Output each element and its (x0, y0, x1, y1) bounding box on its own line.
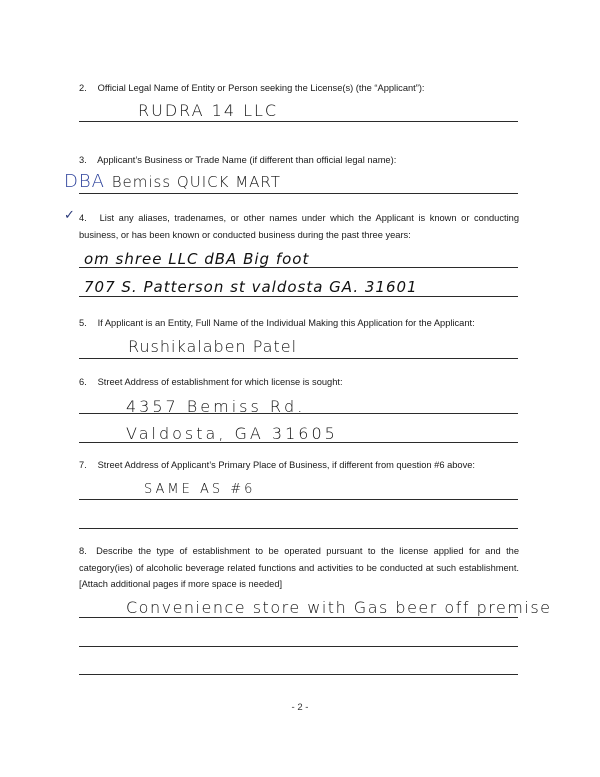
answer-line (79, 121, 518, 122)
question-text: Street Address of Applicant’s Primary Place of Business, if different from question #6 above: (97, 460, 476, 470)
question-text: Describe the type of establishment to be operated pursuant to the license applied for and the category(ies) of alcoholic beverage related functions and activities to be conducted at such establishment. [Attach additional pages if more space is needed] (79, 546, 519, 589)
answer-trade-name (64, 171, 281, 192)
answer-primary-place: SAME AS #6 (144, 482, 256, 497)
answer-applicant-individual: Rushikalaben Patel (128, 337, 298, 356)
answer-alias-line-2: 707 S. Patterson st valdosta GA. 31601 (84, 278, 418, 296)
question-4 (79, 210, 519, 243)
question-number: 2. (79, 83, 87, 93)
question-number: 7. (79, 460, 87, 470)
question-8 (79, 543, 519, 593)
answer-line (79, 358, 518, 359)
question-number: 8. (79, 546, 87, 556)
answer-line (79, 674, 518, 675)
question-number: 4. (79, 213, 87, 223)
question-3 (79, 152, 519, 169)
question-text: List any aliases, tradenames, or other names under which the Applicant is known or conducting business, or has been known or conducted business during the past three years: (79, 213, 519, 240)
question-2 (79, 80, 519, 97)
answer-line (79, 193, 518, 194)
question-text: Street Address of establishment for which license is sought: (97, 377, 343, 387)
answer-establishment-street: 4357 Bemiss Rd. (126, 397, 306, 416)
answer-line (79, 499, 518, 500)
answer-line (79, 528, 518, 529)
answer-line (79, 646, 518, 647)
trade-name: Bemiss QUICK MART (111, 173, 281, 191)
question-number: 5. (79, 318, 87, 328)
dba-prefix: DBA (64, 171, 105, 192)
answer-establishment-type: Convenience store with Gas beer off premise (126, 598, 552, 617)
question-number: 6. (79, 377, 87, 387)
answer-line (79, 413, 518, 414)
question-6 (79, 374, 519, 391)
answer-alias-line-1: om shree LLC dBA Big foot (84, 250, 310, 268)
answer-line (79, 267, 518, 268)
question-text: Official Legal Name of Entity or Person seeking the License(s) (the “Applicant”): (97, 83, 425, 93)
question-5 (79, 315, 519, 332)
answer-establishment-city: Valdosta, GA 31605 (126, 424, 338, 443)
checkmark-icon: ✓ (64, 207, 75, 222)
answer-line (79, 617, 518, 618)
question-number: 3. (79, 155, 87, 165)
answer-line (79, 296, 518, 297)
question-text: If Applicant is an Entity, Full Name of the Individual Making this Application for the Applicant: (97, 318, 475, 328)
answer-legal-name: RUDRA 14 LLC (138, 101, 279, 120)
question-7 (79, 457, 519, 474)
question-text: Applicant’s Business or Trade Name (if different than official legal name): (97, 155, 397, 165)
answer-line (79, 442, 518, 443)
page-number: - 2 - (291, 702, 309, 713)
